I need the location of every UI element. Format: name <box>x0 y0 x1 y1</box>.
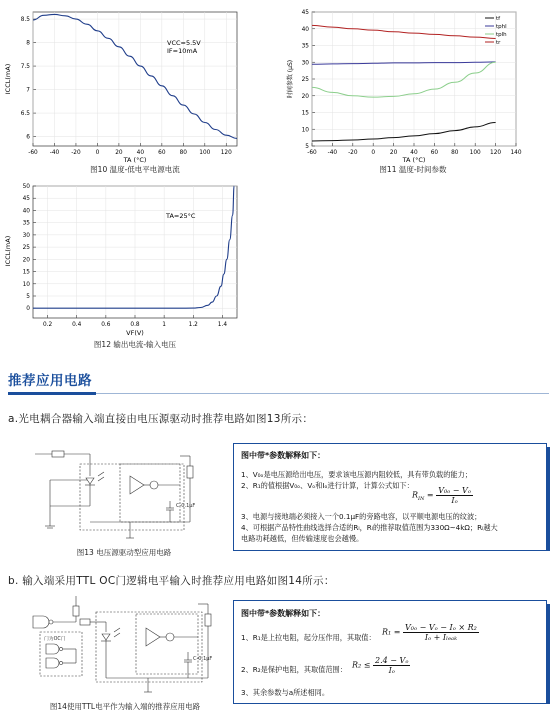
fig12-ytick-label: 20 <box>22 257 30 264</box>
fig10-ytick-label: 7 <box>26 87 30 94</box>
fig13-formula-num: V₀ₒ − Vₒ <box>438 486 471 495</box>
fig13-formula-lhs-sub: IN <box>418 496 425 503</box>
fig12-xtick-label: 1 <box>162 322 166 328</box>
fig12-ytick-label: 5 <box>26 294 30 300</box>
section-title: 推荐应用电路 <box>8 373 92 389</box>
fig12-ytick-label: 10 <box>22 281 30 288</box>
fig11-xtick-label: -60 <box>307 150 317 156</box>
fig11-ytick-label: 10 <box>301 127 309 134</box>
fig11-xtick-label: 0 <box>371 150 376 156</box>
fig13-formula-den: Iₒ <box>451 496 458 505</box>
fig14-formula2-lhs: R₂ ≤ <box>352 660 371 670</box>
fig14-caption: 图14使用TTL电平作为输入端的推荐应用电路 <box>49 702 201 711</box>
fig12-xtick-label: 0.6 <box>101 322 111 328</box>
fig10-xtick-label: 100 <box>199 150 211 156</box>
fig13-formula: $R_{IN}$ = $\frac{\text{V₀ₒ − Vₒ}}{\text{Iₒ}}$ <box>412 486 471 505</box>
fig11-xtick-label: 80 <box>451 150 459 156</box>
fig13-note-line1: 1、V₀ₒ是电压源给出电压，要求该电压源内阻较低，具有带负载的能力； <box>241 470 472 479</box>
fig14-formula1-num: V₀ₒ − Vₒ − Iₒ × R₂ <box>405 623 477 632</box>
fig12-ylabel: ICCL(mA) <box>4 235 12 267</box>
fig10-xtick-label: 0 <box>95 150 100 156</box>
fig10-ytick-label: 8 <box>26 40 30 47</box>
fig12-ytick-label: 0 <box>26 306 30 313</box>
fig10-xtick-label: 20 <box>115 150 123 156</box>
fig12-xlabel: VF(V) <box>126 329 144 337</box>
fig12-xtick-label: 0.8 <box>130 322 140 328</box>
fig10-annot-vcc: VCC=5.5V <box>167 39 201 47</box>
fig12-xtick-label: 0.4 <box>72 322 82 328</box>
fig11-legend-tf: tf <box>496 16 501 22</box>
fig11-ytick-label: 40 <box>301 26 309 33</box>
paragraph-b: b. 输入端采用TTL OC门逻辑电平输入时推荐应用电路如图14所示： <box>8 575 335 587</box>
fig13-caption: 图13 电压源驱动型应用电路 <box>76 548 172 557</box>
fig13-note-line4: 4、可根据产品特性曲线选择合适的Rₗ，Rₗ的推荐取值范围为330Ω~4kΩ；Rₗ越大 <box>241 523 498 532</box>
fig11-chart <box>282 6 532 176</box>
fig10-ytick-label: 6.5 <box>20 111 30 118</box>
fig11-ytick-label: 45 <box>301 10 309 16</box>
fig11-xtick-label: 20 <box>389 150 398 156</box>
fig11-caption: 图11 温度-时间参数 <box>379 165 447 174</box>
paragraph-a: a.光电耦合器输入端直接由电压源驱动时推荐电路如图13所示： <box>8 413 314 425</box>
fig11-legend-tplh: tplh <box>496 32 507 38</box>
fig10-xtick-label: 60 <box>158 150 166 156</box>
fig10-xlabel: TA (°C) <box>123 156 147 164</box>
fig13-formula-lhs: R <box>412 490 419 500</box>
fig11-legend-tr: tr <box>496 40 501 46</box>
fig14-note-line3: 3、其余参数与a所述相同。 <box>241 688 330 697</box>
fig10-caption: 图10 温度-低电平电源电流 <box>90 165 180 174</box>
fig12-xtick-label: 0.2 <box>42 322 53 328</box>
fig14-formula1-lhs: R₁ = <box>382 627 401 637</box>
fig14-cap-label: C-0.1μF <box>193 656 213 662</box>
fig10-xtick-label: 40 <box>136 150 145 156</box>
fig12-xtick-label: 1.4 <box>217 322 228 328</box>
fig14-formula1 <box>382 623 479 642</box>
fig12-ytick-label: 50 <box>22 184 30 190</box>
fig10-chart <box>0 6 245 176</box>
fig10-ytick-label: 7.5 <box>20 64 30 71</box>
fig13-circuit <box>30 446 220 544</box>
fig11-ytick-label: 20 <box>301 93 309 100</box>
fig14-formula1-den: Iₒ + Iₗₑₐₖ <box>424 633 457 642</box>
section-title-underline <box>8 393 549 394</box>
fig13-note-line2: 2、R₁的值根据V₀ₒ、Vₒ和Iₒ进行计算，计算公式如下： <box>241 481 414 490</box>
fig11-ytick-label: 15 <box>301 110 309 117</box>
fig14-formula2 <box>352 656 410 675</box>
fig10-xtick-label: 120 <box>220 150 232 156</box>
fig14-circuit <box>28 592 228 700</box>
fig10-xtick-label: 80 <box>179 150 188 156</box>
fig11-xtick-label: 120 <box>490 150 502 156</box>
fig11-xtick-label: -20 <box>348 150 358 156</box>
fig14-note-box <box>233 600 547 704</box>
fig10-plot-area <box>33 12 237 146</box>
fig11-ylabel: 时间参数 (μS) <box>287 59 294 99</box>
fig10-xtick-label: -20 <box>71 150 81 156</box>
fig14-note-head: 图中带*参数解释如下： <box>241 609 326 618</box>
fig11-xtick-label: 100 <box>469 150 481 156</box>
fig11-xlabel: TA (°C) <box>402 156 426 164</box>
fig12-ytick-label: 40 <box>22 208 30 215</box>
fig10-ylabel: ICCL(mA) <box>4 63 12 95</box>
fig14-note-line2: 2、R₂是保护电阻，其取值范围： <box>241 665 347 674</box>
fig12-ytick-label: 35 <box>22 220 30 227</box>
fig14-note-line1: 1、R₁是上拉电阻，起分压作用，其取值： <box>241 633 376 642</box>
fig10-annot-if: IF=10mA <box>167 47 198 55</box>
fig11-legend-tphl: tphl <box>496 24 507 30</box>
fig11-xtick-label: -40 <box>327 150 338 156</box>
fig14-formula2-den: Iₒ <box>388 666 395 675</box>
fig13-note-line3: 3、电源与接地端必须接入一个0.1μF的旁路电容，以平顺电源电压的纹波； <box>241 512 482 521</box>
fig13-note-line5: 电路功耗越低，但传输速度也会越慢。 <box>241 534 364 543</box>
fig11-ytick-label: 35 <box>301 43 309 50</box>
fig11-xtick-label: 60 <box>430 150 439 156</box>
fig10-xtick-label: -40 <box>49 150 60 156</box>
fig13-cap-label: C-0.1μF <box>176 503 196 509</box>
fig12-ytick-label: 45 <box>22 196 30 203</box>
fig12-annot: TA=25°C <box>166 212 196 220</box>
fig10-ytick-label: 8.5 <box>20 17 30 24</box>
fig10-xtick-label: -60 <box>28 150 38 156</box>
fig12-xtick-label: 1.2 <box>188 322 198 328</box>
fig10-ytick-label: 6 <box>26 134 30 141</box>
fig11-ytick-label: 30 <box>301 60 309 67</box>
fig11-ytick-label: 5 <box>305 144 309 150</box>
fig14-gate-label: 门为OC门 <box>44 637 66 642</box>
fig12-ytick-label: 25 <box>22 245 30 252</box>
fig12-ytick-label: 30 <box>22 232 30 239</box>
fig12-ytick-label: 15 <box>22 269 30 276</box>
fig12-chart <box>0 181 245 341</box>
fig14-note-shadow <box>547 604 550 704</box>
fig11-xtick-label: 40 <box>410 150 418 156</box>
fig11-ytick-label: 25 <box>301 77 309 83</box>
fig11-xtick-label: 140 <box>510 150 522 156</box>
fig13-note-box <box>233 443 547 551</box>
fig13-note-head: 图中带*参数解释如下： <box>241 451 326 460</box>
fig14-formula2-num: 2.4 − Vₒ <box>375 656 409 665</box>
fig13-note-shadow <box>547 447 550 551</box>
fig12-caption: 图12 输出电流-输入电压 <box>93 340 177 349</box>
